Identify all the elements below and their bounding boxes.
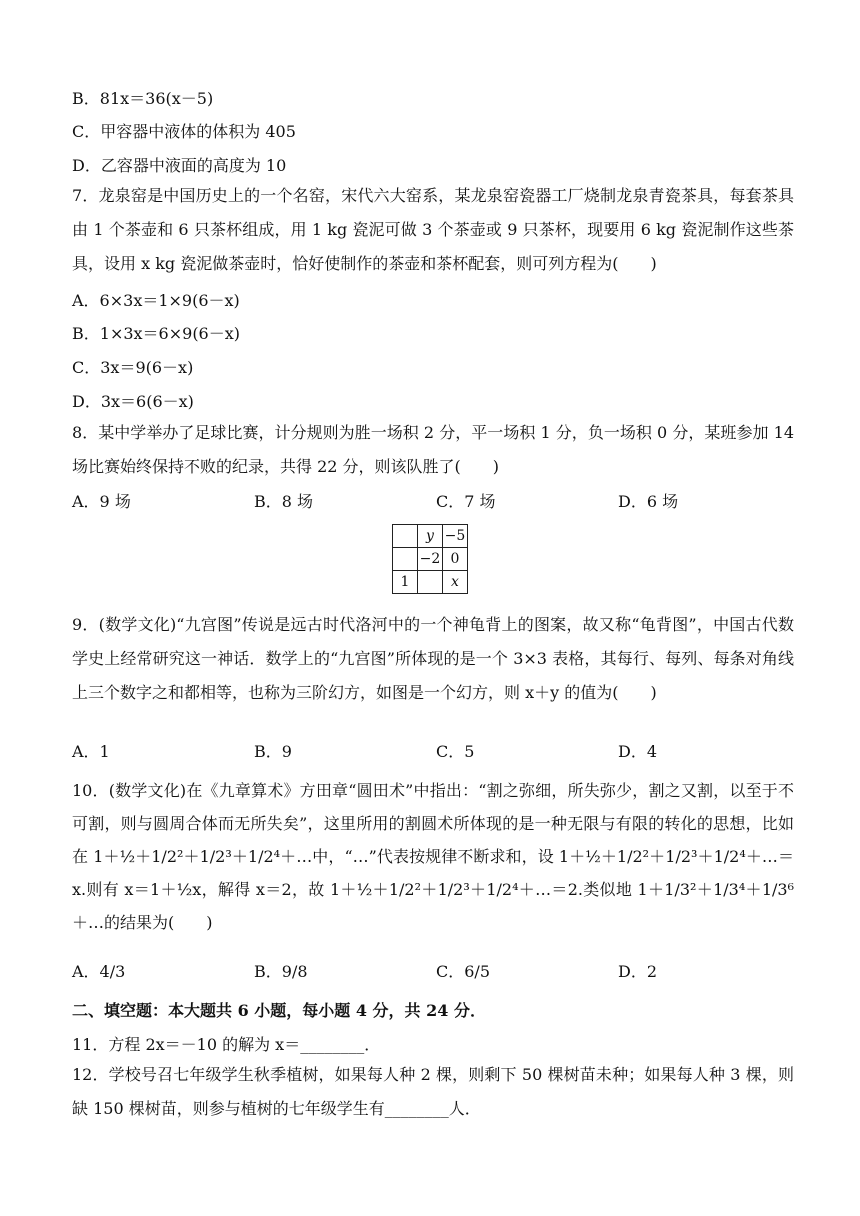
- magic-square-cell: x: [443, 571, 468, 594]
- magic-square-figure: [392, 524, 468, 594]
- magic-square-cell: [393, 548, 418, 571]
- magic-square-cell: [418, 571, 443, 594]
- q8-options: [72, 490, 802, 514]
- magic-square-row: [393, 548, 468, 571]
- q9-stem: 9．(数学文化)“九宫图”传说是远古时代洛河中的一个神龟背上的图案，故又称“龟背图”，中国古代数学史上经常研究这一神话．数学上的“九宫图”所体现的是一个 3×3 表格，其每行、每列、每条对角线上三个数字之和都相等，也称为三阶幻方，如图是一个幻方，则 x＋y 的值为( ): [72, 615, 794, 702]
- q9-option-d: D．4: [618, 742, 658, 761]
- q10-stem: 10．(数学文化)在《九章算术》方田章“圆田术”中指出：“割之弥细，所失弥少，割之又割，以至于不可割，则与圆周合体而无所失矣”，这里所用的割圆术所体现的是一种无限与有限的转化的思想，比如在 1＋½＋1/2²＋1/2³＋1/2⁴＋…中，“…”代表按规律不断求和，设 1＋½＋1/2²＋1/2³＋1/2⁴＋…＝x.则有 x＝1＋½x，解得 x＝2，故 1＋½＋1/2²＋1/2³＋1/2⁴＋…＝2.类似地 1＋1/3²＋1/3⁴＋1/3⁶＋…的结果为( ): [72, 781, 794, 932]
- q7-stem: 7．龙泉窑是中国历史上的一个名窑，宋代六大窑系，某龙泉窑瓷器工厂烧制龙泉青瓷茶具，每套茶具由 1 个茶壶和 6 只茶杯组成，用 1 kg 瓷泥可做 3 个茶壶或 9 只茶杯，现要用 6 kg 瓷泥制作这些茶具，设用 x kg 瓷泥做茶壶时，恰好使制作的茶壶和茶杯配套，则可列方程为( ): [72, 186, 794, 273]
- magic-square-cell: 1: [393, 571, 418, 594]
- q6-option-c: C．甲容器中液体的体积为 405: [72, 122, 296, 141]
- q7-option-c: C．3x＝9(6－x): [72, 358, 194, 377]
- q12-text: 12．学校号召七年级学生秋季植树，如果每人种 2 棵，则剩下 50 棵树苗未种；如果每人种 3 棵，则缺 150 棵树苗，则参与植树的七年级学生有________人．: [72, 1065, 794, 1118]
- q10-option-b: B．9/8: [254, 962, 308, 981]
- q7-option-d: D．3x＝6(6－x): [72, 392, 194, 411]
- q6-option-d: D．乙容器中液面的高度为 10: [72, 156, 287, 175]
- q11-text: 11．方程 2x＝－10 的解为 x＝________．: [72, 1035, 381, 1054]
- q6-option-b: B．81x＝36(x－5): [72, 89, 214, 108]
- q9-options: [72, 740, 802, 764]
- q8-option-c: C．7 场: [436, 492, 496, 511]
- q8-option-d: D．6 场: [618, 492, 679, 511]
- magic-square-cell: 0: [443, 548, 468, 571]
- q10-option-c: C．6/5: [436, 962, 490, 981]
- q10-option-a: A．4/3: [72, 962, 126, 981]
- q8-option-b: B．8 场: [254, 492, 314, 511]
- q9-option-a: A．1: [72, 742, 110, 761]
- q7-option-b: B．1×3x＝6×9(6－x): [72, 324, 241, 343]
- q10-options: [72, 960, 802, 984]
- magic-square-cell: y: [418, 525, 443, 548]
- magic-square-cell: −5: [443, 525, 468, 548]
- q8-stem: 8．某中学举办了足球比赛，计分规则为胜一场积 2 分，平一场积 1 分，负一场积 0 分，某班参加 14 场比赛始终保持不败的纪录，共得 22 分，则该队胜了( ): [72, 423, 794, 476]
- q9-option-b: B．9: [254, 742, 292, 761]
- q7-option-a: A．6×3x＝1×9(6－x): [72, 291, 240, 310]
- section-heading: 二、填空题：本大题共 6 小题，每小题 4 分，共 24 分．: [72, 1001, 486, 1020]
- magic-square-row: [393, 571, 468, 594]
- q8-option-a: A．9 场: [72, 492, 131, 511]
- magic-square-cell: [393, 525, 418, 548]
- q9-option-c: C．5: [436, 742, 475, 761]
- q10-option-d: D．2: [618, 962, 658, 981]
- magic-square-cell: −2: [418, 548, 443, 571]
- magic-square-row: [393, 525, 468, 548]
